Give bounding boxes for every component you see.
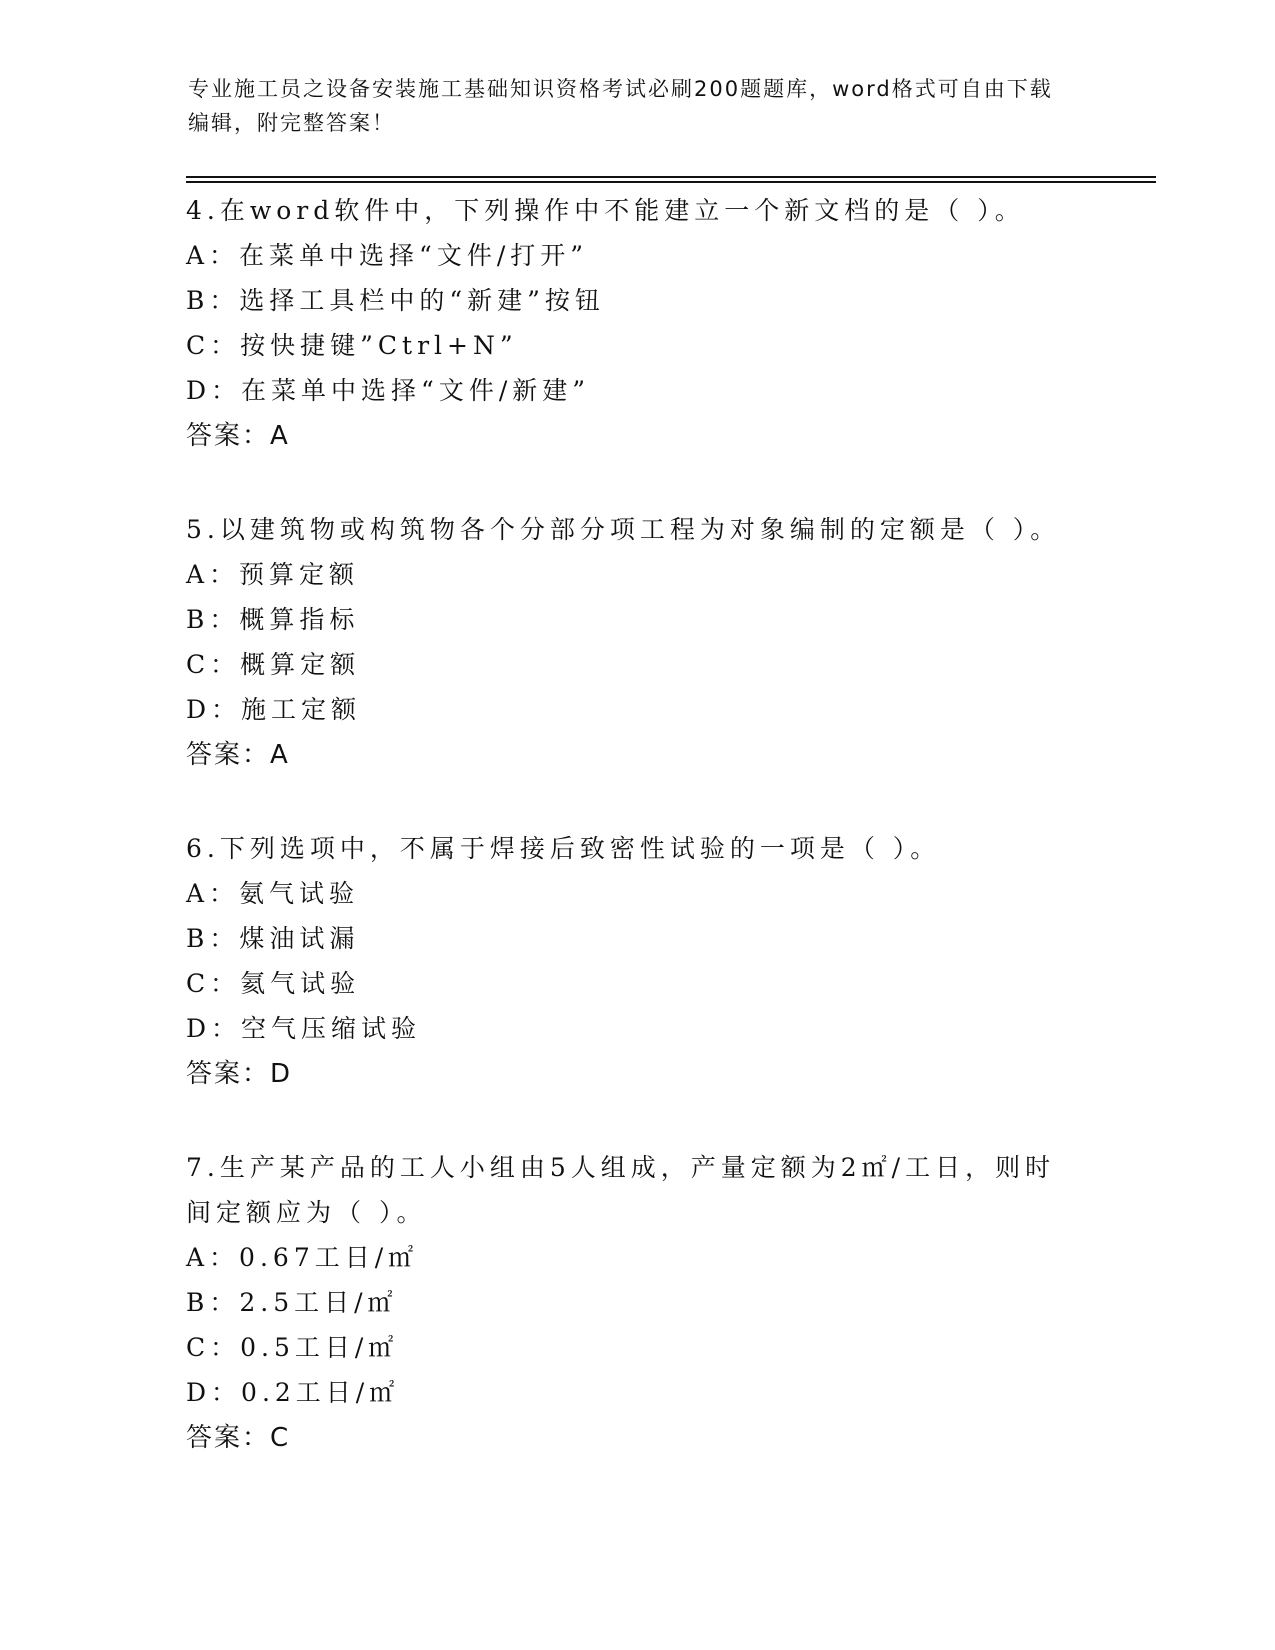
option-b: B：概算指标: [186, 605, 360, 634]
option-d: D：0.2工日/㎡: [186, 1378, 400, 1407]
answer-line: 答案：A: [186, 421, 290, 451]
question-stem: 4.在word软件中，下列操作中不能建立一个新文档的是（ ）。: [186, 196, 1025, 225]
option-b: B：煤油试漏: [186, 924, 360, 953]
question-4: [186, 188, 1086, 459]
option-a: A：0.67工日/㎡: [186, 1243, 419, 1272]
question-7: [186, 1145, 1086, 1461]
option-a: A：在菜单中选择“文件/打开”: [186, 241, 589, 270]
option-d: D：施工定额: [186, 695, 362, 724]
option-d: D：在菜单中选择“文件/新建”: [186, 376, 591, 405]
option-c: C：概算定额: [186, 650, 361, 679]
option-c: C：按快捷键”Ctrl+N”: [186, 331, 518, 360]
document-intro: 专业施工员之设备安装施工基础知识资格考试必刷200题题库，word格式可自由下载编辑，附完整答案！: [188, 77, 1053, 135]
answer-line: 答案：A: [186, 740, 290, 770]
answer-line: 答案：D: [186, 1059, 293, 1089]
option-c: C：氦气试验: [186, 969, 361, 998]
question-5: [186, 507, 1086, 778]
option-d: D：空气压缩试验: [186, 1014, 422, 1043]
option-b: B：选择工具栏中的“新建”按钮: [186, 286, 605, 315]
answer-line: 答案：C: [186, 1423, 291, 1453]
header-divider-top: [186, 176, 1156, 178]
question-stem: 7.生产某产品的工人小组由5人组成，产量定额为2㎡/工日，则时间定额应为（ ）。: [186, 1153, 1056, 1227]
option-c: C：0.5工日/㎡: [186, 1333, 399, 1362]
question-stem: 6.下列选项中，不属于焊接后致密性试验的一项是（ ）。: [186, 834, 941, 863]
option-a: A：预算定额: [186, 560, 360, 589]
question-stem: 5.以建筑物或构筑物各个分部分项工程为对象编制的定额是（ ）。: [186, 515, 1061, 544]
question-6: [186, 826, 1086, 1097]
option-a: A：氨气试验: [186, 879, 360, 908]
option-b: B：2.5工日/㎡: [186, 1288, 398, 1317]
header-divider-bottom: [186, 181, 1156, 183]
